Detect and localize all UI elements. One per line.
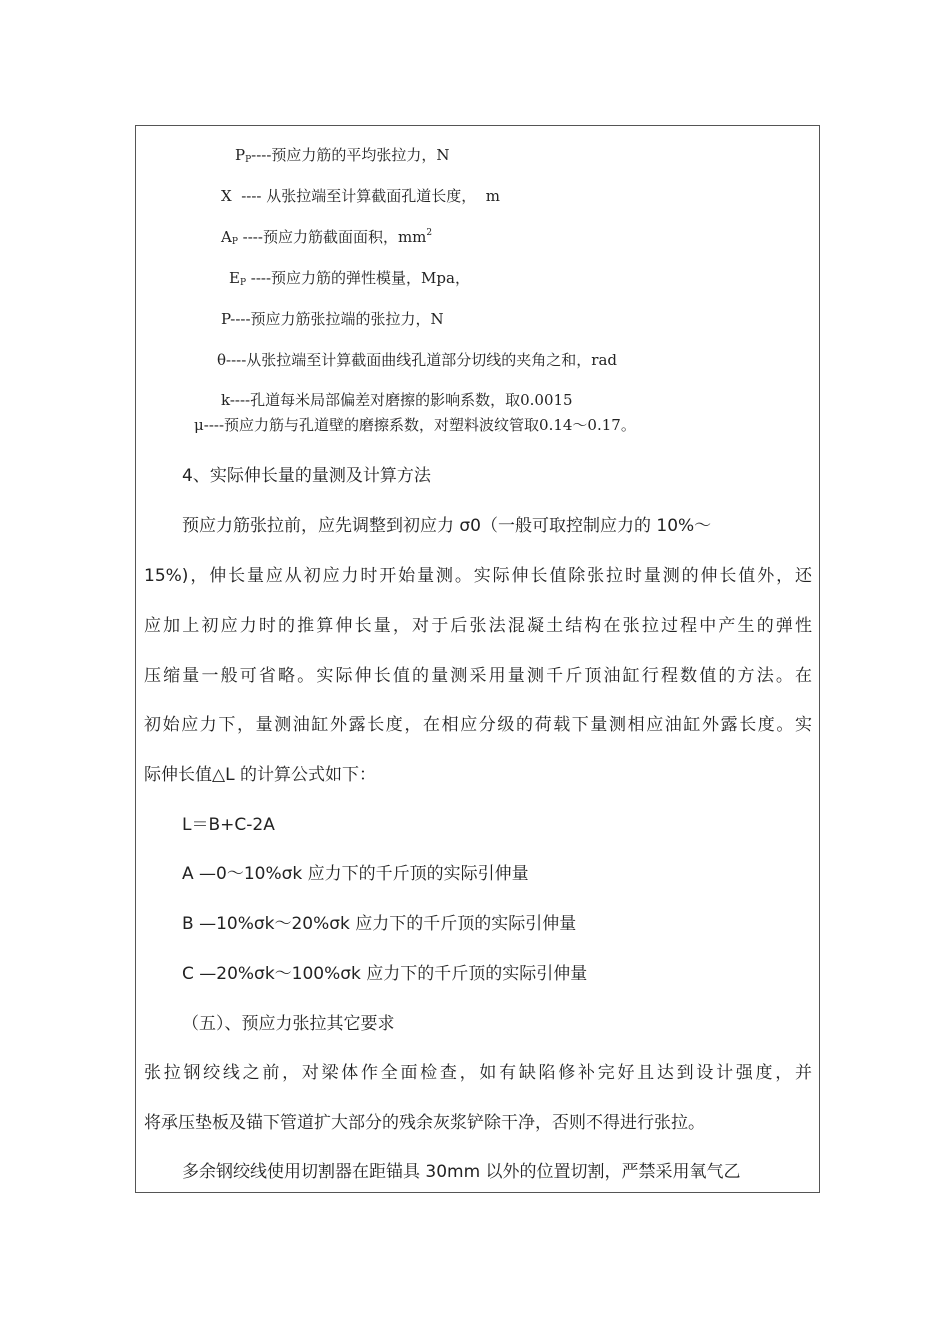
section5-para2-line: 多余钢绞线使用切割器在距锚具 30mm 以外的位置切割，严禁采用氧气乙 xyxy=(182,1162,741,1182)
section4-para-line: 预应力筋张拉前，应先调整到初应力 σ0（一般可取控制应力的 10%～ xyxy=(182,516,712,536)
definition-k: k----孔道每米局部偏差对磨擦的影响系数，取0.0015 xyxy=(221,391,573,409)
definition-ap: $A_P$ ----预应力筋截面面积，$mm^2$ xyxy=(221,228,433,247)
formula: L＝B+C-2A xyxy=(182,815,275,835)
definition-x: X ---- 从张拉端至计算截面孔道长度， m xyxy=(221,187,501,205)
definition-a: A —0～10%σk 应力下的千斤顶的实际引伸量 xyxy=(182,864,529,884)
section4-para-line: 压缩量一般可省略。实际伸长值的量测采用量测千斤顶油缸行程数值的方法。在 xyxy=(144,666,812,686)
section4-heading: 4、实际伸长量的量测及计算方法 xyxy=(182,466,431,486)
definition-mu: μ----预应力筋与孔道壁的磨擦系数，对塑料波纹管取0.14～0.17。 xyxy=(194,416,636,434)
section5-para-line: 将承压垫板及锚下管道扩大部分的残余灰浆铲除干净，否则不得进行张拉。 xyxy=(144,1113,705,1133)
section4-para-line: 15%)，伸长量应从初应力时开始量测。实际伸长值除张拉时量测的伸长值外，还 xyxy=(144,566,812,586)
definition-b: B —10%σk～20%σk 应力下的千斤顶的实际引伸量 xyxy=(182,914,577,934)
section4-para-line: 初始应力下，量测油缸外露长度，在相应分级的荷载下量测相应油缸外露长度。实 xyxy=(144,715,812,735)
section4-para-line: 应加上初应力时的推算伸长量，对于后张法混凝土结构在张拉过程中产生的弹性 xyxy=(144,616,812,636)
definition-ep: $E_P$ ----预应力筋的弹性模量，Mpa， xyxy=(229,269,470,288)
section5-para-line: 张拉钢绞线之前，对梁体作全面检查，如有缺陷修补完好且达到设计强度，并 xyxy=(144,1063,812,1083)
definition-p: P----预应力筋张拉端的张拉力，N xyxy=(221,310,444,328)
definition-c: C —20%σk～100%σk 应力下的千斤顶的实际引伸量 xyxy=(182,964,588,984)
section4-para-line: 际伸长值△L 的计算公式如下： xyxy=(144,765,376,785)
section5-heading: （五）、预应力张拉其它要求 xyxy=(182,1014,395,1034)
definition-theta: θ----从张拉端至计算截面曲线孔道部分切线的夹角之和，rad xyxy=(217,351,618,369)
definition-pp: $P_P----$预应力筋的平均张拉力，N xyxy=(235,146,450,165)
